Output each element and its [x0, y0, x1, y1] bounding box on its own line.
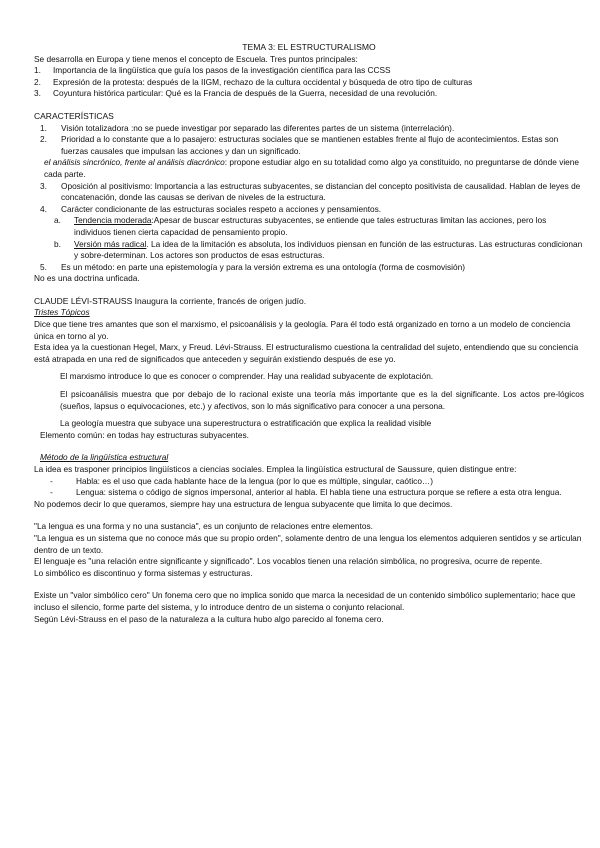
underlined-label: Tendencia moderada: [74, 215, 152, 226]
list-number: 5.: [40, 261, 47, 272]
list-item: [34, 65, 584, 77]
sub-list-item: [54, 215, 584, 238]
sub-list-text: Versión más radical. La idea de la limitación es absoluta, los individuos piensan en función de las estructuras. Las estructuras condicionan y sobre-determinan. Los actores son productos de esas estructuras.: [74, 238, 583, 261]
marxism-paragraph: El marxismo introduce lo que es conocer o comprender. Hay una realidad subyacente de explotación.: [60, 371, 434, 382]
dash-list: [34, 476, 584, 499]
common-element: Elemento común: en todas hay estructuras subyacentes.: [40, 429, 249, 440]
dash-text: Lengua: sistema o código de signos impersonal, anterior al habla. El habla tiene una estructura porque se refiere a esta otra lengua.: [76, 487, 562, 498]
sub-list: [34, 215, 584, 261]
list-text: Oposición al positivismo: Importancia a las estructuras subyacentes, se distancian del concepto positivista de causalidad. Hablan de leyes de concatenación, donde las causas se derivan de niveles de la estructura.: [61, 180, 581, 203]
list-item: [40, 204, 584, 216]
list-number: 2.: [40, 134, 47, 145]
quote-paragraph: "La lengua es un sistema que no conoce más que su propio orden", solamente dentro de una lengua los elementos adquieren sentidos y se articulan dentro de un texto.: [34, 532, 582, 555]
list-number: 4.: [40, 203, 47, 214]
list-number: 3.: [40, 180, 47, 191]
section-heading-levi-strauss: CLAUDE LÉVI-STRAUSS Inaugura la corriente, francés de origen judío.: [34, 295, 307, 306]
paragraph: Dice que tiene tres amantes que son el marxismo, el psicoanálisis y la geología. Para él todo está organizado en torno a un modelo de conciencia única en torno al yo.: [34, 319, 571, 341]
main-points-list: [34, 65, 584, 100]
section-heading-metodo: Método de la lingüística estructural: [40, 452, 169, 463]
list-number: 3.: [34, 88, 41, 99]
synchronic-analysis-note: [34, 157, 584, 180]
characteristics-list-cont: [34, 181, 584, 216]
list-item: [40, 123, 584, 135]
dash-text: Habla: es el uso que cada hablante hace de la lengua (por lo que es múltiple, singular, caótico…): [76, 475, 433, 486]
dash-marker: -: [50, 475, 53, 486]
intro-paragraph: Se desarrolla en Europa y tiene menos el concepto de Escuela. Tres puntos principales:: [34, 53, 358, 64]
list-text: Carácter condicionante de las estructuras sociales respeto a acciones y pensamientos.: [61, 203, 382, 214]
list-item: [34, 88, 584, 100]
book-title: Tristes Tópicos: [34, 307, 90, 318]
list-item: [40, 181, 584, 204]
list-item: [34, 77, 584, 89]
paragraph: Existe un "valor simbólico cero" Un fonema cero que no implica sonido que marca la necesidad de un contenido simbólico suplementario; hace que incluso el silencio, forme parte del sistema, y lo introduce dentro de un sistema o conjunto relacional.: [34, 590, 576, 612]
sub-list-letter: a.: [54, 215, 61, 226]
paragraph: La idea es trasponer principios lingüísticos a ciencias sociales. Emplea la lingüística estructural de Saussure, quien distingue entre:: [34, 464, 517, 474]
list-text: Coyuntura histórica particular: Qué es la Francia de después de la Guerra, necesidad de una revolución.: [53, 88, 438, 99]
list-item: [40, 262, 584, 274]
underlined-label: Versión más radical: [74, 238, 147, 249]
list-text: Es un método: en parte una epistemología y para la versión extrema es una ontología (forma de cosmovisión): [61, 261, 466, 272]
characteristics-list: [34, 123, 584, 158]
list-text: Importancia de la lingüística que guía los pasos de la investigación científica para las CCSS: [53, 65, 391, 76]
paragraph: Esta idea ya la cuestionan Hegel, Marx, y Freud. Lévi-Strauss. El estructuralismo cuestiona la centralidad del sujeto, entendiendo que su conciencia está atrapada en una red de significados que anteceden y seguirán existiendo después de ese yo.: [34, 342, 579, 364]
quote-paragraph: El lenguaje es "una relación entre significante y significado". Los vocablos tienen una relación simbólica, no progresiva, ocurre de repente.: [34, 556, 543, 567]
sub-list-text: Tendencia moderada:Apesar de buscar estructuras subyacentes, se entiende que tales estructuras limitan las acciones, pero los individuos tienen cierta capacidad de pensamiento propio.: [74, 215, 547, 237]
psychoanalysis-paragraph: El psicoanálisis muestra que por debajo de lo racional existe una teoría más importante que es la del significante. Los actos pre-lógicos (sueños, lapsus o equivocaciones, etc.) y afectivos, son lo más significativo para conocer a una persona.: [60, 389, 584, 411]
quote-paragraph: "La lengua es una forma y no una sustancia", es un conjunto de relaciones entre elementos.: [34, 521, 373, 532]
paragraph: No podemos decir lo que queramos, siempre hay una estructura de lengua subyacente que limita lo que decimos.: [34, 498, 453, 509]
paragraph: Según Lévi-Strauss en el paso de la naturaleza a la cultura hubo algo parecido al fonema cero.: [34, 613, 384, 624]
italic-term: el análisis sincrónico, frente al análisis diacrónico: [44, 157, 225, 168]
list-text: Visión totalizadora :no se puede investigar por separado las diferentes partes de un sistema (interrelación).: [61, 122, 455, 133]
list-text: Expresión de la protesta: después de la IIGM, rechazo de la cultura occidental y búsqueda de otro tipo de culturas: [53, 76, 473, 87]
sub-list-item: [54, 239, 584, 262]
list-number: 2.: [34, 76, 41, 87]
sub-list-letter: b.: [54, 238, 61, 249]
section-heading-caracteristicas: CARACTERÍSTICAS: [34, 110, 114, 121]
page-title: TEMA 3: EL ESTRUCTURALISMO: [242, 42, 376, 52]
list-number: 1.: [40, 122, 47, 133]
dash-item: [50, 476, 584, 488]
quote-paragraph: Lo simbólico es discontinuo y forma sistemas y estructuras.: [34, 567, 253, 578]
closing-sentence: No es una doctrina unficada.: [34, 273, 140, 284]
list-number: 1.: [34, 65, 41, 76]
dash-marker: -: [50, 487, 53, 498]
geology-paragraph: La geología muestra que subyace una superestructura o estratificación que explica la realidad visible: [60, 418, 432, 429]
note-text: : propone estudiar algo en su totalidad como algo ya constituido, no preguntarse de dónde viene cada parte.: [44, 157, 580, 179]
list-text: Prioridad a lo constante que a lo pasajero: estructuras sociales que se mantienen estables frente al flujo de acontecimientos. Estas son fuerzas causales que impulsan las acciones y dan un significado.: [61, 134, 559, 156]
characteristics-list-end: [34, 262, 584, 274]
list-item: [40, 134, 584, 157]
dash-item: [50, 487, 584, 499]
